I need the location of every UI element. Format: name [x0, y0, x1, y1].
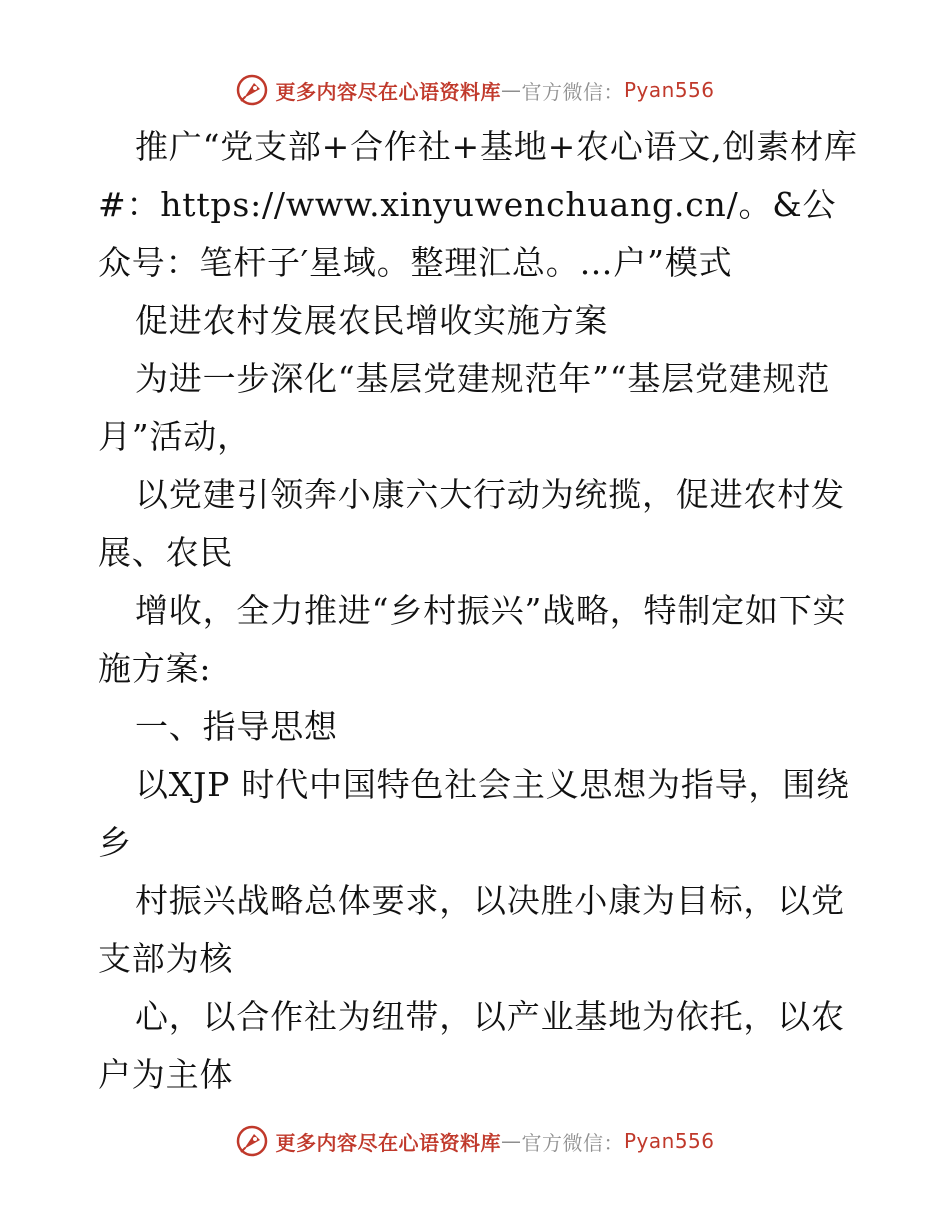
paragraph: 心，以合作社为纽带，以产业基地为依托，以农户为主体 [98, 997, 845, 1094]
watermark-sub-text: 官方微信： [521, 1130, 624, 1155]
watermark-main-text: 更多内容尽在心语资料库 [275, 1130, 501, 1155]
document-body [98, 118, 858, 1104]
paragraph: 促进农村发展农民增收实施方案 [135, 301, 609, 340]
watermark-account: Pyan556 [623, 1129, 715, 1153]
paragraph: 以党建引领奔小康六大行动为统揽，促进农村发展、农民 [98, 475, 845, 572]
paragraph: 村振兴战略总体要求，以决胜小康为目标，以党支部为核 [98, 881, 845, 978]
pen-nib-logo-icon [235, 1124, 269, 1158]
paragraph: 为进一步深化“基层党建规范年”“基层党建规范月”活动， [98, 359, 831, 456]
section-heading: 一、指导思想 [135, 707, 338, 746]
pen-nib-logo-icon [235, 73, 269, 107]
paragraph: 以XJP 时代中国特色社会主义思想为指导，围绕乡 [98, 765, 850, 862]
watermark-dash: — [500, 1129, 522, 1153]
header-watermark [0, 70, 950, 110]
footer-watermark [0, 1121, 950, 1161]
watermark-dash: — [500, 78, 522, 102]
paragraph: 增收，全力推进“乡村振兴”战略，特制定如下实施方案: [98, 591, 847, 688]
watermark-sub-text: 官方微信： [521, 79, 624, 104]
watermark-account: Pyan556 [623, 78, 715, 102]
watermark-main-text: 更多内容尽在心语资料库 [275, 79, 501, 104]
paragraph: 推广“党支部+合作社+基地+农心语文,创素材库#：https://www.xinyuwenchuang.cn/。&公众号：笔杆子′星域。整理汇总。…户”模式 [98, 127, 858, 282]
